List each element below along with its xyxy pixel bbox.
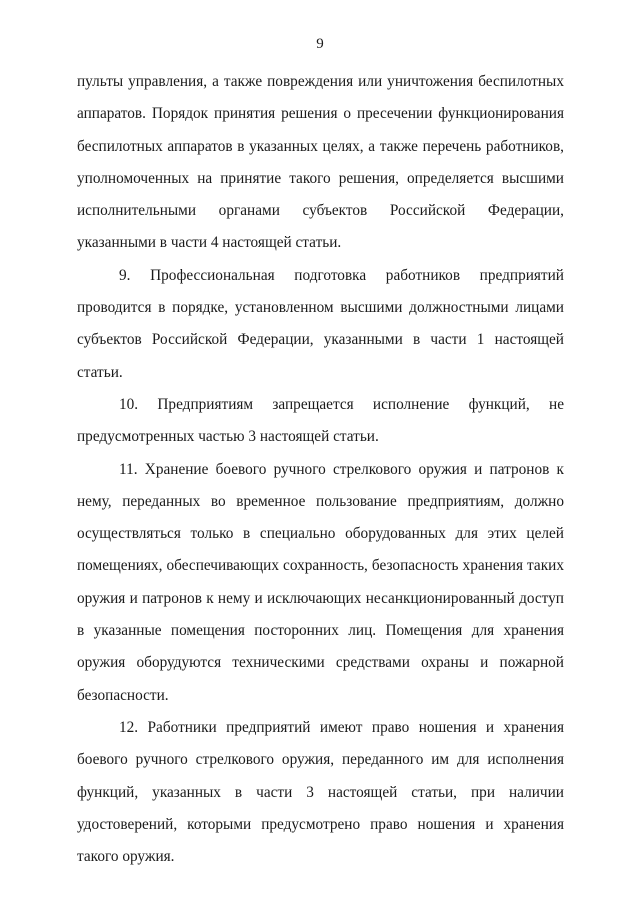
- paragraph-12: 12. Работники предприятий имеют право ношения и хранения боевого ручного стрелкового оружия, переданного им для исполнения функций, указанных в части 3 настоящей статьи, при наличии удостоверений, которыми предусмотрено право ношения и хранения такого оружия.: [77, 718, 564, 866]
- paragraph-9: 9. Профессиональная подготовка работников предприятий проводится в порядке, установленном высшими должностными лицами субъектов Российской Федерации, указанными в части 1 настоящей статьи.: [77, 266, 564, 381]
- paragraph-continuation: пульты управления, а также повреждения или уничтожения беспилотных аппаратов. Порядок принятия решения о пресечении функционирования беспилотных аппаратов в указанных целях, а также перечень работников, уполномоченных на принятие такого решения, определяется высшими исполнительными органами субъектов Российской Федерации, указанными в части 4 настоящей статьи.: [77, 73, 564, 252]
- paragraph-11: 11. Хранение боевого ручного стрелкового оружия и патронов к нему, переданных во временное пользование предприятиям, должно осуществляться только в специально оборудованных для этих целей помещениях, обеспечивающих сохранность, безопасность хранения таких оружия и патронов к нему и исключающих несанкционированный доступ в указанные помещения посторонних лиц. Помещения для хранения оружия оборудуются техническими средствами охраны и пожарной безопасности.: [77, 460, 564, 704]
- document-body: [77, 66, 564, 873]
- page-number: 9: [316, 36, 324, 52]
- paragraph-10: 10. Предприятиям запрещается исполнение функций, не предусмотренных частью 3 настоящей статьи.: [77, 395, 564, 446]
